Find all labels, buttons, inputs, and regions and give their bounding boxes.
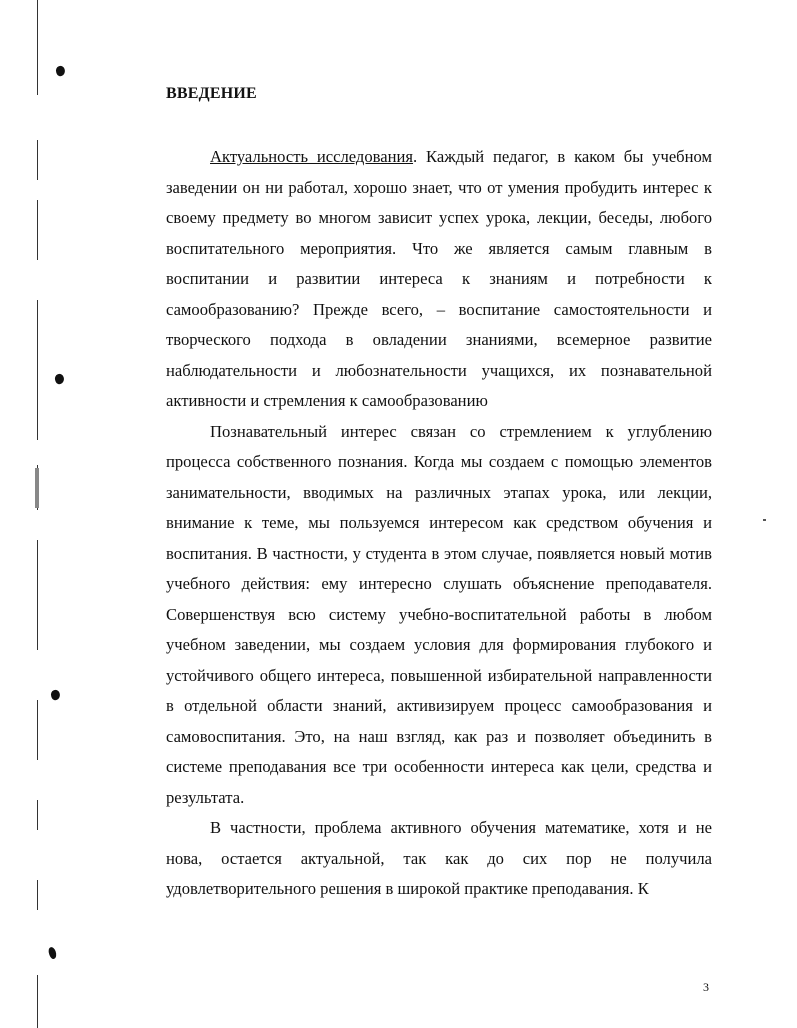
scan-speck (35, 468, 39, 508)
punch-hole-mark (55, 65, 67, 77)
scan-speck (763, 519, 766, 521)
paragraph (166, 813, 712, 905)
paragraph-lead: Актуальность исследования (210, 147, 414, 166)
scan-edge-line (37, 200, 38, 260)
paragraph (166, 417, 712, 814)
scan-edge-line (37, 300, 38, 440)
scan-edge-line (37, 0, 38, 95)
scan-edge-line (37, 540, 38, 650)
scan-edge-line (37, 800, 38, 830)
scan-edge-line (37, 975, 38, 1028)
page-title: ВВЕДЕНИЕ (166, 85, 257, 102)
scan-edge-line (37, 880, 38, 910)
scan-edge-line (37, 140, 38, 180)
body-text (166, 142, 712, 905)
punch-hole-mark (50, 689, 62, 701)
paragraph (166, 142, 712, 417)
punch-hole-mark (47, 946, 58, 960)
paragraph-text: В частности, проблема активного обучения математике, хотя и не нова, остается актуальной, так как до сих пор не получила удовлетворительного решения в широкой практике преподавания. К (166, 818, 712, 898)
paragraph-text: Познавательный интерес связан со стремлением к углублению процесса собственного познания. Когда мы создаем с помощью элементов занимательности, вводимых на различных этапах урока, или лекции, внимание к теме, мы пользуемся интересом как средством обучения и воспитания. В частности, у студента в этом случае, появляется новый мотив учебного действия: ему интересно слушать объяснение преподавателя. Совершенствуя всю систему учебно-воспитательной работы в любом учебном заведении, мы создаем условия для формирования глубокого и устойчивого общего интереса, повышенной избирательной направленности в отдельной области знаний, активизируем процесс самообразования и самовоспитания. Это, на наш взгляд, как раз и позволяет объединить в системе преподавания все три особенности интереса как цели, средства и результата. (166, 421, 712, 807)
scan-edge-line (37, 700, 38, 760)
page-number: 3 (703, 980, 709, 994)
punch-hole-mark (54, 373, 66, 385)
paragraph-text: . Каждый педагог, в каком бы учебном заведении он ни работал, хорошо знает, что от умения пробудить интерес к своему предмету во многом зависит успех урока, лекции, беседы, любого воспитательного мероприятия. Что же является самым главным в воспитании и развитии интереса к знаниям и потребности к самообразованию? Прежде всего, – воспитание самостоятельности и творческого подхода в овладении знаниями, всемерное развитие наблюдательности и любознательности учащихся, их познавательной активности и стремления к самообразованию (166, 147, 712, 410)
